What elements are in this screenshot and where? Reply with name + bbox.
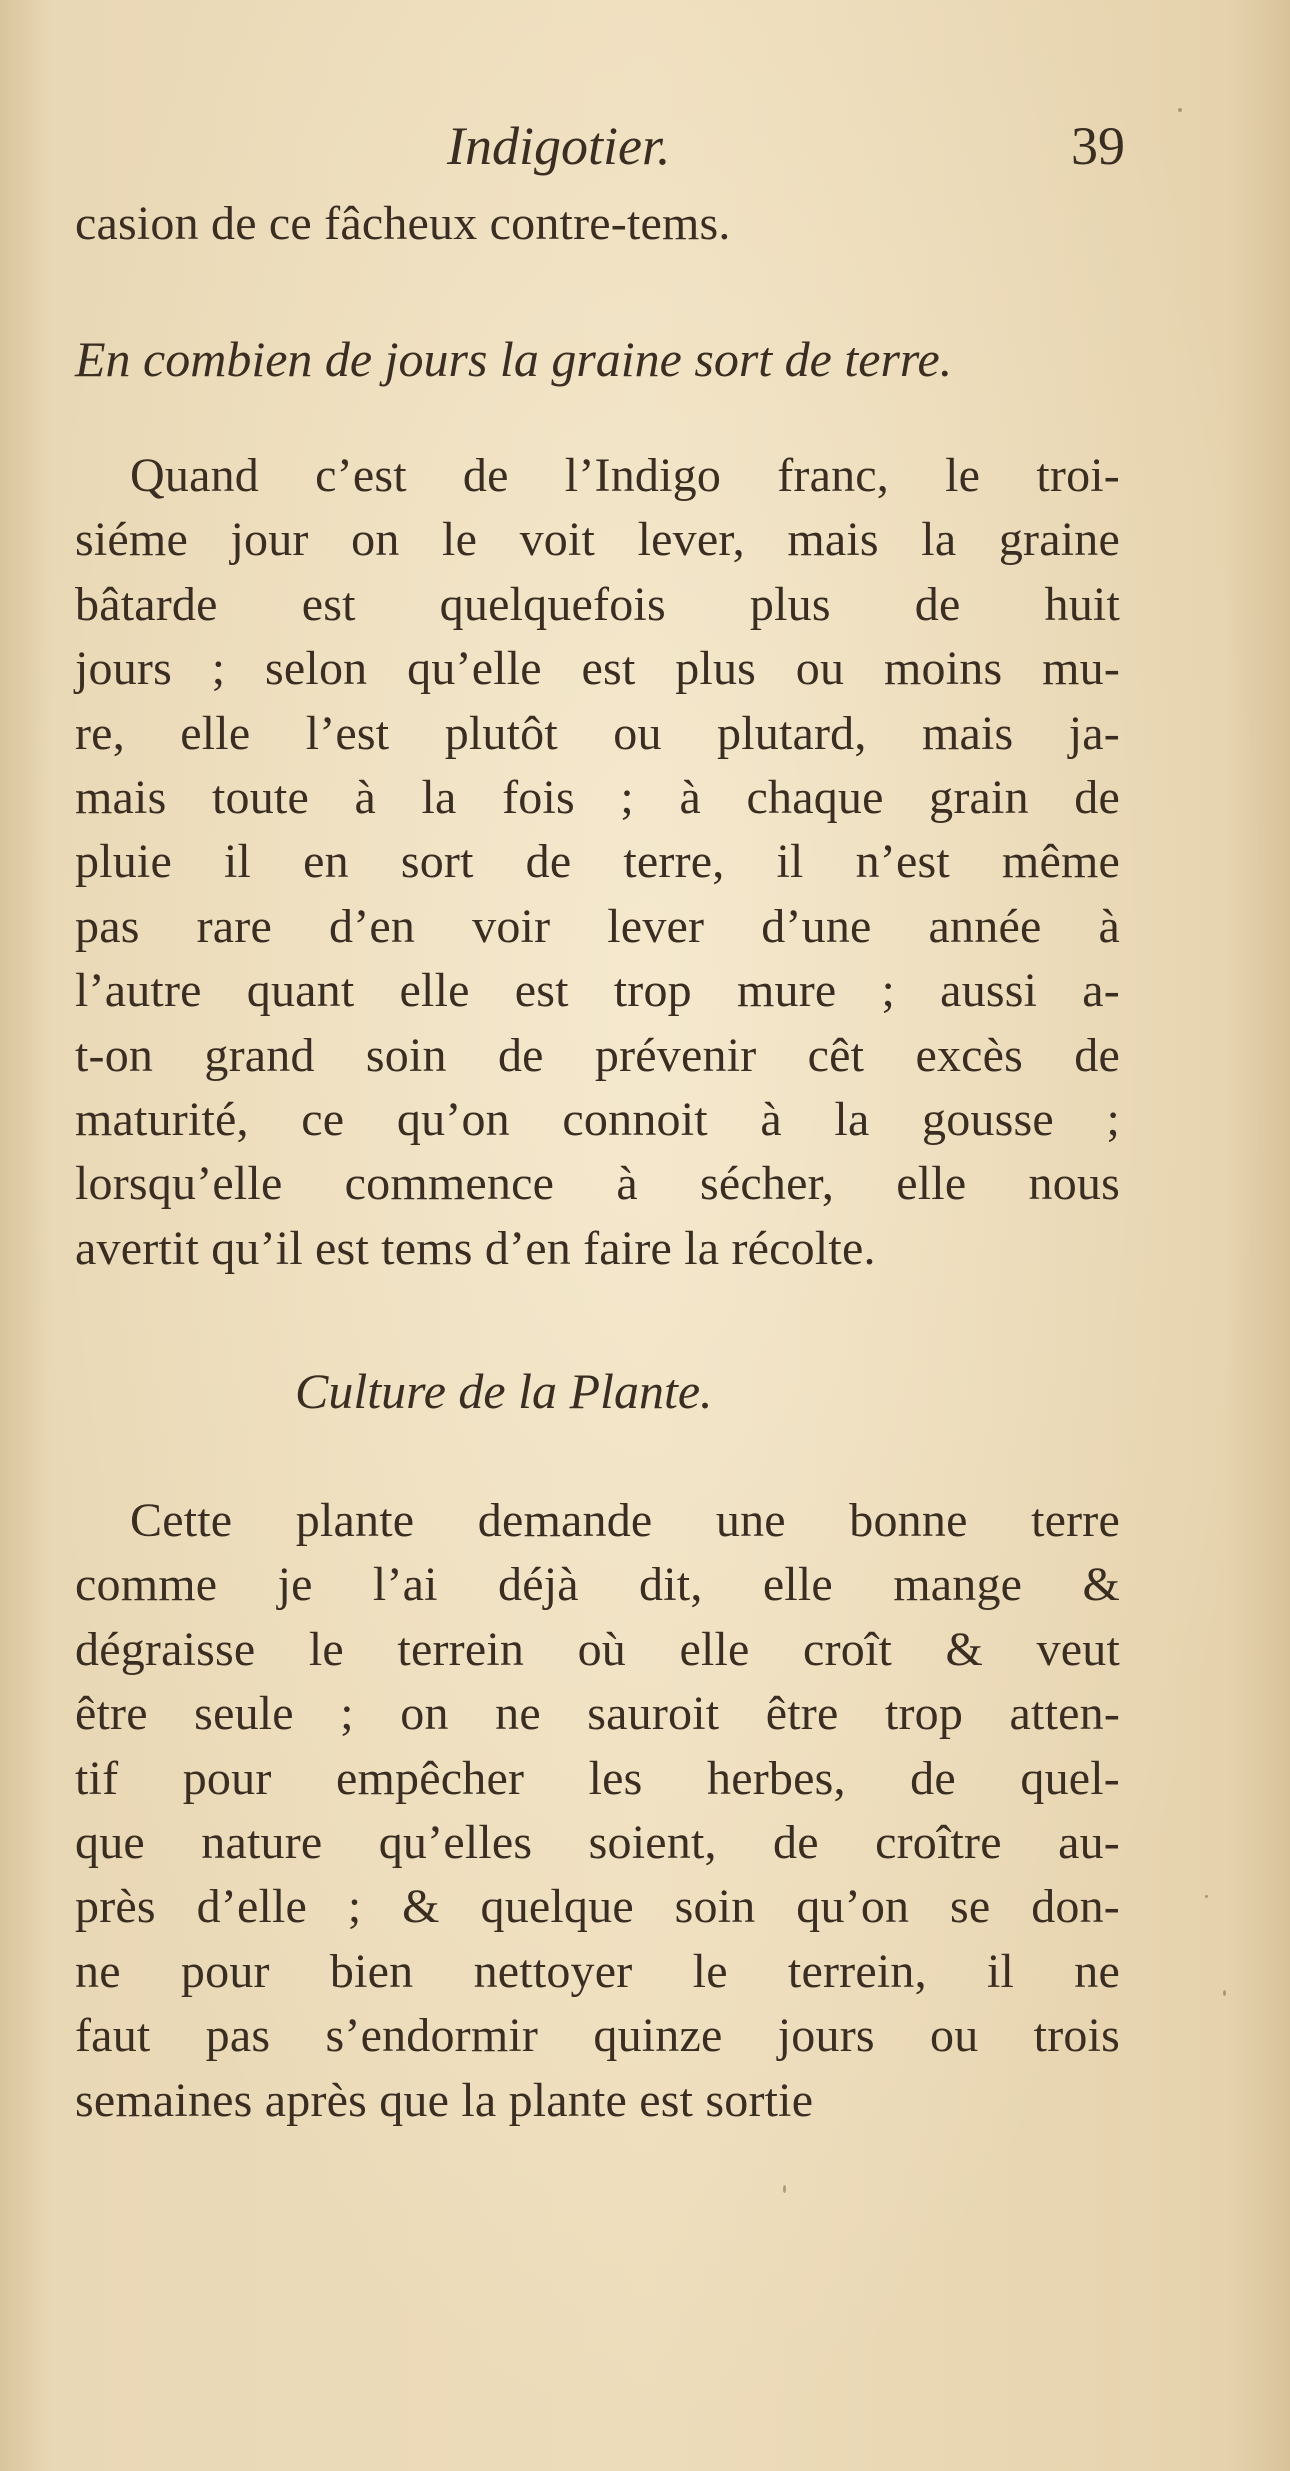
section-heading-germination: En combien de jours la graine sort de terre. bbox=[75, 331, 953, 387]
text-line: re, elle l’est plutôt ou plutard, mais ja- bbox=[75, 706, 1120, 760]
text-line: jours ; selon qu’elle est plus ou moins mu- bbox=[75, 642, 1120, 696]
text-line: bâtarde est quelquefois plus de huit bbox=[75, 577, 1120, 631]
text-line: Cette plante demande une bonne terre bbox=[130, 1494, 1120, 1547]
text-line: pas rare d’en voir lever d’une année à bbox=[75, 899, 1120, 953]
text-line: semaines après que la plante est sortie bbox=[75, 2073, 814, 2127]
text-line: maturité, ce qu’on connoit à la gousse ; bbox=[75, 1093, 1120, 1146]
running-title: Indigotier. bbox=[447, 116, 671, 176]
text-line: lorsqu’elle commence à sécher, elle nous bbox=[75, 1157, 1120, 1211]
continuation-line: casion de ce fâcheux contre-tems. bbox=[75, 197, 731, 250]
text-line: pluie il en sort de terre, il n’est même bbox=[75, 835, 1120, 889]
text-line: près d’elle ; & quelque soin qu’on se don- bbox=[75, 1880, 1120, 1934]
paper-speck bbox=[1223, 1990, 1226, 1996]
paper-speck bbox=[783, 2185, 786, 2193]
text-line: dégraisse le terrein où elle croît & veut bbox=[75, 1622, 1120, 1676]
page-number: 39 bbox=[1071, 116, 1125, 176]
text-line: être seule ; on ne sauroit être trop atten- bbox=[75, 1687, 1120, 1741]
text-line: mais toute à la fois ; à chaque grain de bbox=[75, 771, 1120, 824]
text-line: comme je l’ai déjà dit, elle mange & bbox=[75, 1558, 1120, 1612]
text-line: siéme jour on le voit lever, mais la graine bbox=[75, 513, 1120, 567]
text-line: t-on grand soin de prévenir cêt excès de bbox=[75, 1028, 1120, 1082]
page-header bbox=[75, 115, 1125, 185]
section-heading-culture: Culture de la Plante. bbox=[295, 1363, 713, 1419]
text-line: faut pas s’endormir quinze jours ou trois bbox=[75, 2009, 1120, 2063]
text-line: tif pour empêcher les herbes, de quel- bbox=[75, 1751, 1120, 1805]
text-line: avertit qu’il est tems d’en faire la récolte. bbox=[75, 1221, 876, 1275]
paper-speck bbox=[1178, 108, 1182, 112]
text-line: ne pour bien nettoyer le terrein, il ne bbox=[75, 1944, 1120, 1998]
text-line: l’autre quant elle est trop mure ; aussi a- bbox=[75, 964, 1120, 1018]
paper-speck bbox=[1205, 1895, 1208, 1898]
text-line: que nature qu’elles soient, de croître au- bbox=[75, 1816, 1120, 1869]
text-line: Quand c’est de l’Indigo franc, le troi- bbox=[130, 449, 1120, 502]
